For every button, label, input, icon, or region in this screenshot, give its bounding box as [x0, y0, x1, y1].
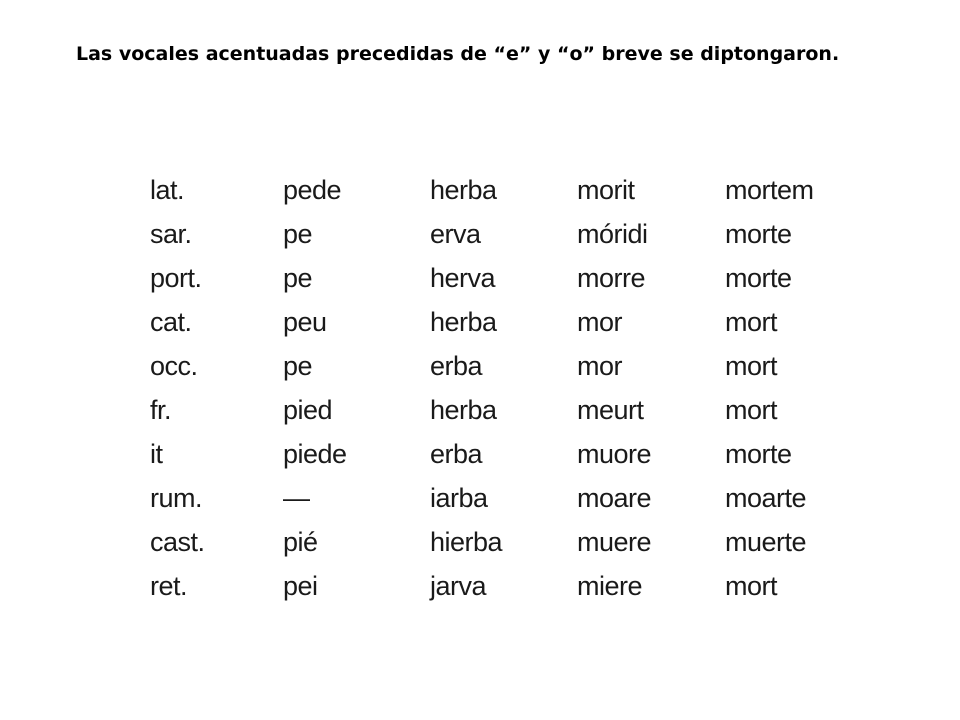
muerte-cell: mort	[725, 570, 777, 601]
hierba-cell: hierba	[430, 526, 503, 557]
pie-cell: pied	[283, 394, 333, 425]
language-cell: fr.	[150, 394, 172, 425]
pie-cell: pe	[283, 262, 313, 293]
pie-cell: peu	[283, 306, 327, 337]
muerte-cell: mort	[725, 394, 777, 425]
hierba-cell: erba	[430, 438, 483, 469]
muerte-cell: muerte	[725, 526, 807, 557]
comparison-table	[150, 168, 845, 608]
hierba-cell: erba	[430, 350, 483, 381]
pie-cell: piede	[283, 438, 347, 469]
language-cell: rum.	[150, 482, 202, 513]
hierba-cell: herba	[430, 394, 497, 425]
table-row	[150, 168, 845, 212]
muere-cell: mor	[577, 306, 622, 337]
language-cell: port.	[150, 262, 202, 293]
muerte-cell: morte	[725, 218, 792, 249]
table-row	[150, 256, 845, 300]
muere-cell: miere	[577, 570, 643, 601]
muere-cell: muere	[577, 526, 652, 557]
muere-cell: mor	[577, 350, 622, 381]
hierba-cell: herba	[430, 174, 497, 205]
muerte-cell: mort	[725, 306, 777, 337]
table-row	[150, 300, 845, 344]
language-cell: sar.	[150, 218, 192, 249]
table-row	[150, 564, 845, 608]
language-cell: lat.	[150, 174, 185, 205]
pie-cell: pe	[283, 218, 313, 249]
table-row	[150, 432, 845, 476]
muere-cell: morit	[577, 174, 635, 205]
muerte-cell: morte	[725, 438, 792, 469]
hierba-cell: jarva	[430, 570, 487, 601]
hierba-cell: herba	[430, 306, 497, 337]
muere-cell: muore	[577, 438, 652, 469]
pie-cell: pede	[283, 174, 342, 205]
language-cell: cat.	[150, 306, 192, 337]
language-cell: cast.	[150, 526, 205, 557]
muerte-cell: morte	[725, 262, 792, 293]
hierba-cell: erva	[430, 218, 481, 249]
pie-cell: pié	[283, 526, 318, 557]
muerte-cell: mort	[725, 350, 777, 381]
slide-title: Las vocales acentuadas precedidas de “e” y “o” breve se diptongaron.	[76, 43, 840, 65]
pie-cell: pe	[283, 350, 313, 381]
hierba-cell: iarba	[430, 482, 488, 513]
muere-cell: móridi	[577, 218, 648, 249]
table-row	[150, 476, 845, 520]
pie-cell: —	[283, 482, 310, 513]
muerte-cell: moarte	[725, 482, 807, 513]
table-row	[150, 344, 845, 388]
language-cell: ret.	[150, 570, 188, 601]
table-row	[150, 212, 845, 256]
hierba-cell: herva	[430, 262, 496, 293]
muere-cell: meurt	[577, 394, 644, 425]
muere-cell: moare	[577, 482, 652, 513]
table-row	[150, 388, 845, 432]
language-cell: occ.	[150, 350, 198, 381]
muerte-cell: mortem	[725, 174, 814, 205]
language-cell: it	[150, 438, 163, 469]
table-row	[150, 520, 845, 564]
muere-cell: morre	[577, 262, 646, 293]
pie-cell: pei	[283, 570, 318, 601]
